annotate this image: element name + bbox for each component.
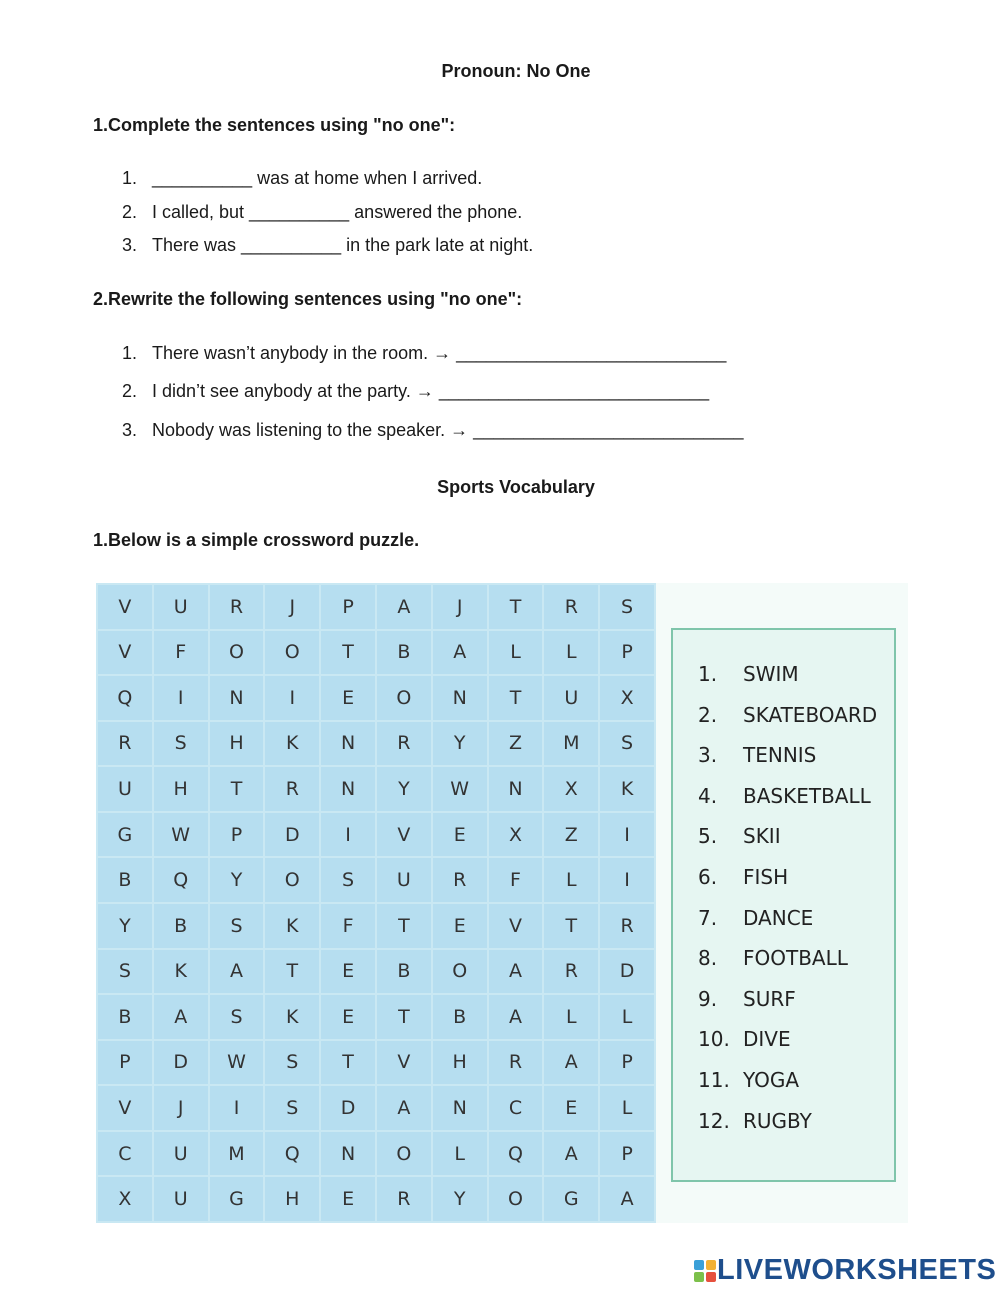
- grid-cell: R: [544, 585, 598, 629]
- grid-cell: T: [377, 995, 431, 1039]
- word-number: 6.: [698, 865, 718, 889]
- grid-cell: A: [154, 995, 208, 1039]
- exercise-2-heading: 2.Rewrite the following sentences using "no one":: [93, 289, 523, 309]
- grid-cell: X: [489, 813, 543, 857]
- grid-cell: P: [600, 1041, 654, 1085]
- grid-cell: L: [544, 995, 598, 1039]
- grid-cell: U: [154, 585, 208, 629]
- word-list-item: [698, 743, 816, 767]
- grid-cell: R: [377, 1177, 431, 1221]
- grid-cell: A: [489, 950, 543, 994]
- grid-cell: R: [210, 585, 264, 629]
- word-list-item: [698, 987, 796, 1011]
- grid-cell: K: [265, 904, 319, 948]
- grid-cell: D: [600, 950, 654, 994]
- word-text: BASKETBALL: [743, 783, 871, 808]
- grid-cell: Y: [98, 904, 152, 948]
- word-text: DIVE: [743, 1027, 791, 1052]
- grid-cell: Y: [433, 722, 487, 766]
- grid-cell: V: [98, 631, 152, 675]
- liveworksheets-logo: [693, 1254, 996, 1287]
- grid-cell: L: [544, 631, 598, 675]
- grid-cell: B: [154, 904, 208, 948]
- grid-cell: R: [489, 1041, 543, 1085]
- grid-cell: T: [489, 676, 543, 720]
- grid-cell: B: [377, 950, 431, 994]
- grid-cell: T: [321, 1041, 375, 1085]
- word-list-item: [698, 946, 848, 970]
- grid-cell: B: [377, 631, 431, 675]
- grid-cell: H: [210, 722, 264, 766]
- puzzle-heading: 1.Below is a simple crossword puzzle.: [93, 530, 420, 550]
- item-number: 2.: [122, 202, 138, 222]
- grid-cell: E: [321, 676, 375, 720]
- grid-cell: S: [98, 950, 152, 994]
- grid-cell: J: [265, 585, 319, 629]
- grid-cell: B: [98, 858, 152, 902]
- grid-cell: N: [321, 767, 375, 811]
- grid-cell: N: [210, 676, 264, 720]
- grid-cell: G: [544, 1177, 598, 1221]
- word-list-item: [698, 662, 799, 686]
- grid-cell: J: [154, 1086, 208, 1130]
- grid-cell: S: [265, 1086, 319, 1130]
- grid-cell: U: [544, 676, 598, 720]
- grid-cell: S: [210, 904, 264, 948]
- grid-cell: Z: [489, 722, 543, 766]
- grid-cell: T: [544, 904, 598, 948]
- grid-cell: K: [154, 950, 208, 994]
- word-number: 2.: [698, 702, 718, 727]
- grid-cell: M: [210, 1132, 264, 1176]
- item-text: There wasn’t anybody in the room. → ___________________________: [152, 343, 727, 363]
- word-number: 11.: [698, 1068, 730, 1092]
- grid-cell: O: [433, 950, 487, 994]
- grid-cell: S: [321, 858, 375, 902]
- exercise-1-item: [122, 168, 482, 189]
- grid-cell: D: [321, 1086, 375, 1130]
- grid-cell: T: [321, 631, 375, 675]
- word-list-item: [698, 865, 788, 889]
- grid-cell: S: [600, 585, 654, 629]
- grid-cell: E: [321, 950, 375, 994]
- grid-cell: X: [98, 1177, 152, 1221]
- item-number: 3.: [122, 420, 138, 440]
- grid-cell: H: [265, 1177, 319, 1221]
- liveworksheets-logo-icon: [693, 1259, 717, 1283]
- grid-cell: E: [544, 1086, 598, 1130]
- word-text: YOGA: [743, 1068, 800, 1092]
- grid-cell: R: [433, 858, 487, 902]
- grid-cell: B: [433, 995, 487, 1039]
- grid-cell: T: [377, 904, 431, 948]
- word-list-item: [698, 824, 781, 848]
- grid-cell: R: [377, 722, 431, 766]
- grid-cell: X: [600, 676, 654, 720]
- word-number: 3.: [698, 743, 718, 768]
- grid-cell: S: [154, 722, 208, 766]
- word-list-item: [698, 703, 877, 727]
- grid-cell: O: [265, 631, 319, 675]
- grid-cell: Q: [489, 1132, 543, 1176]
- grid-cell: I: [600, 813, 654, 857]
- grid-cell: E: [321, 1177, 375, 1221]
- word-number: 10.: [698, 1027, 730, 1052]
- grid-cell: N: [489, 767, 543, 811]
- item-number: 1.: [122, 168, 138, 188]
- grid-cell: P: [600, 631, 654, 675]
- grid-cell: R: [98, 722, 152, 766]
- grid-cell: L: [600, 995, 654, 1039]
- grid-cell: A: [544, 1132, 598, 1176]
- grid-cell: N: [433, 676, 487, 720]
- grid-cell: R: [600, 904, 654, 948]
- grid-cell: Q: [265, 1132, 319, 1176]
- exercise-2-item: [122, 420, 743, 441]
- grid-cell: N: [321, 722, 375, 766]
- word-number: 9.: [698, 986, 718, 1011]
- grid-cell: P: [98, 1041, 152, 1085]
- word-text: SKII: [743, 824, 781, 849]
- word-text: SKATEBOARD: [743, 702, 878, 727]
- grid-cell: B: [98, 995, 152, 1039]
- grid-cell: V: [377, 813, 431, 857]
- grid-cell: L: [600, 1086, 654, 1130]
- item-text: I didn’t see anybody at the party. → ___________________________: [152, 381, 710, 401]
- grid-cell: R: [544, 950, 598, 994]
- word-list-item: [698, 1109, 812, 1133]
- grid-cell: P: [210, 813, 264, 857]
- exercise-1-item: [122, 202, 522, 223]
- grid-cell: L: [433, 1132, 487, 1176]
- word-text: RUGBY: [743, 1108, 812, 1133]
- grid-cell: Q: [154, 858, 208, 902]
- grid-cell: U: [98, 767, 152, 811]
- grid-cell: P: [600, 1132, 654, 1176]
- grid-cell: U: [377, 858, 431, 902]
- word-text: FOOTBALL: [743, 946, 848, 971]
- grid-cell: X: [544, 767, 598, 811]
- word-number: 5.: [698, 824, 718, 849]
- grid-cell: F: [154, 631, 208, 675]
- word-list-item: [698, 784, 871, 808]
- grid-cell: M: [544, 722, 598, 766]
- grid-cell: A: [210, 950, 264, 994]
- item-text: Nobody was listening to the speaker. → ___________________________: [152, 420, 744, 440]
- grid-cell: W: [433, 767, 487, 811]
- grid-cell: D: [154, 1041, 208, 1085]
- grid-cell: L: [489, 631, 543, 675]
- word-number: 1.: [698, 662, 718, 686]
- grid-cell: K: [600, 767, 654, 811]
- grid-cell: Y: [377, 767, 431, 811]
- grid-cell: N: [321, 1132, 375, 1176]
- grid-cell: T: [210, 767, 264, 811]
- grid-cell: V: [98, 1086, 152, 1130]
- grid-cell: A: [433, 631, 487, 675]
- grid-cell: V: [377, 1041, 431, 1085]
- grid-cell: O: [210, 631, 264, 675]
- word-number: 4.: [698, 783, 718, 808]
- grid-cell: J: [433, 585, 487, 629]
- grid-cell: Q: [98, 676, 152, 720]
- grid-cell: Z: [544, 813, 598, 857]
- grid-cell: V: [98, 585, 152, 629]
- word-text: FISH: [743, 865, 789, 889]
- grid-cell: V: [489, 904, 543, 948]
- logo-text: LIVEWORKSHEETS: [717, 1254, 997, 1286]
- grid-cell: G: [98, 813, 152, 857]
- grid-cell: H: [433, 1041, 487, 1085]
- grid-cell: W: [154, 813, 208, 857]
- exercise-2-item: [122, 381, 709, 402]
- grid-cell: S: [210, 995, 264, 1039]
- word-list-item: [698, 906, 813, 930]
- grid-cell: R: [265, 767, 319, 811]
- word-list-item: [698, 1068, 799, 1092]
- item-number: 3.: [122, 235, 138, 255]
- item-text: I called, but __________ answered the phone.: [152, 202, 523, 222]
- grid-cell: T: [265, 950, 319, 994]
- grid-cell: D: [265, 813, 319, 857]
- word-number: 12.: [698, 1108, 730, 1133]
- grid-cell: I: [154, 676, 208, 720]
- word-search-grid: [96, 583, 656, 1223]
- grid-cell: G: [210, 1177, 264, 1221]
- grid-cell: Y: [210, 858, 264, 902]
- grid-cell: K: [265, 722, 319, 766]
- grid-cell: O: [489, 1177, 543, 1221]
- grid-cell: F: [489, 858, 543, 902]
- word-list-item: [698, 1027, 791, 1051]
- grid-cell: L: [544, 858, 598, 902]
- word-text: DANCE: [743, 905, 814, 930]
- grid-cell: A: [544, 1041, 598, 1085]
- grid-cell: C: [489, 1086, 543, 1130]
- item-text: There was __________ in the park late at night.: [152, 235, 534, 255]
- item-number: 1.: [122, 343, 138, 363]
- grid-cell: I: [600, 858, 654, 902]
- grid-cell: I: [265, 676, 319, 720]
- word-number: 7.: [698, 905, 718, 930]
- exercise-1-item: [122, 235, 533, 256]
- page-title: Pronoun: No One: [441, 61, 591, 81]
- word-number: 8.: [698, 946, 718, 971]
- grid-cell: U: [154, 1177, 208, 1221]
- grid-cell: I: [210, 1086, 264, 1130]
- grid-cell: T: [489, 585, 543, 629]
- grid-cell: A: [600, 1177, 654, 1221]
- grid-cell: A: [489, 995, 543, 1039]
- word-text: SURF: [743, 986, 796, 1011]
- grid-cell: N: [433, 1086, 487, 1130]
- grid-cell: O: [377, 676, 431, 720]
- grid-cell: Y: [433, 1177, 487, 1221]
- grid-cell: A: [377, 585, 431, 629]
- grid-cell: H: [154, 767, 208, 811]
- grid-cell: O: [265, 858, 319, 902]
- grid-cell: C: [98, 1132, 152, 1176]
- exercise-2-item: [122, 343, 726, 364]
- grid-cell: U: [154, 1132, 208, 1176]
- grid-cell: O: [377, 1132, 431, 1176]
- item-text: __________ was at home when I arrived.: [152, 168, 483, 188]
- word-text: SWIM: [743, 662, 799, 686]
- grid-cell: W: [210, 1041, 264, 1085]
- grid-cell: S: [600, 722, 654, 766]
- grid-cell: E: [321, 995, 375, 1039]
- word-text: TENNIS: [743, 743, 817, 768]
- exercise-1-heading: 1.Complete the sentences using "no one":: [93, 115, 456, 135]
- grid-cell: E: [433, 813, 487, 857]
- grid-cell: E: [433, 904, 487, 948]
- grid-cell: K: [265, 995, 319, 1039]
- grid-cell: F: [321, 904, 375, 948]
- grid-cell: A: [377, 1086, 431, 1130]
- grid-cell: I: [321, 813, 375, 857]
- item-number: 2.: [122, 381, 138, 401]
- grid-cell: P: [321, 585, 375, 629]
- section-title: Sports Vocabulary: [437, 477, 595, 497]
- grid-cell: S: [265, 1041, 319, 1085]
